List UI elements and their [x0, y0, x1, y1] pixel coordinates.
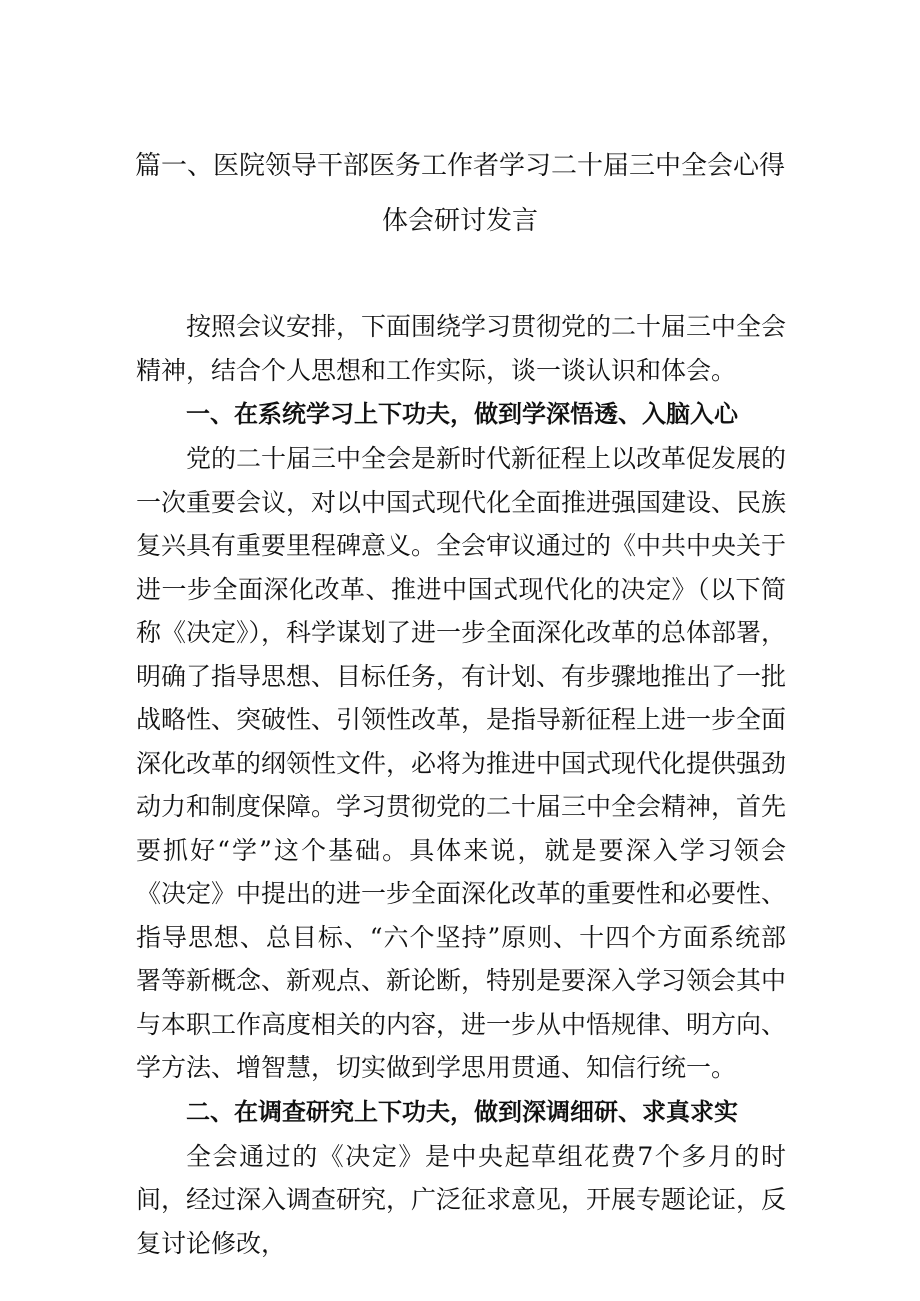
document-title-line-2: 体会研讨发言	[381, 206, 538, 236]
section-1-heading: 一、在系统学习上下功夫，做到学深悟透、入脑入心	[186, 400, 738, 428]
section-2-paragraph: 全会通过的《决定》是中央起草组花费7个多月的时间，经过深入调查研究，广泛征求意见，开展专题论证，反复讨论修改，	[136, 1141, 787, 1258]
intro-paragraph: 按照会议安排，下面围绕学习贯彻党的二十届三中全会精神，结合个人思想和工作实际，谈一谈认识和体会。	[136, 312, 787, 385]
document-body	[136, 305, 786, 1265]
section-1-paragraph: 党的二十届三中全会是新时代新征程上以改革促发展的一次重要会议，对以中国式现代化全面推进强国建设、民族复兴具有重要里程碑意义。全会审议通过的《中共中央关于进一步全面深化改革、推进中国式现代化的决定》（以下简称《决定》），科学谋划了进一步全面深化改革的总体部署，明确了指导思想、目标任务，有计划、有步骤地推出了一批战略性、突破性、引领性改革，是指导新征程上进一步全面深化改革的纲领性文件，必将为推进中国式现代化提供强劲动力和制度保障。学习贯彻党的二十届三中全会精神，首先要抓好“学”这个基础。具体来说，就是要深入学习领会《决定》中提出的进一步全面深化改革的重要性和必要性、指导思想、总目标、“六个坚持”原则、十四个方面系统部署等新概念、新观点、新论断，特别是要深入学习领会其中与本职工作高度相关的内容，进一步从中悟规律、明方向、学方法、增智慧，切实做到学思用贯通、知信行统一。	[136, 444, 787, 1082]
section-2-heading: 二、在调查研究上下功夫，做到深调细研、求真求实	[186, 1097, 738, 1126]
document-title-line-1: 篇一、医院领导干部医务工作者学习二十届三中全会心得	[134, 151, 785, 181]
